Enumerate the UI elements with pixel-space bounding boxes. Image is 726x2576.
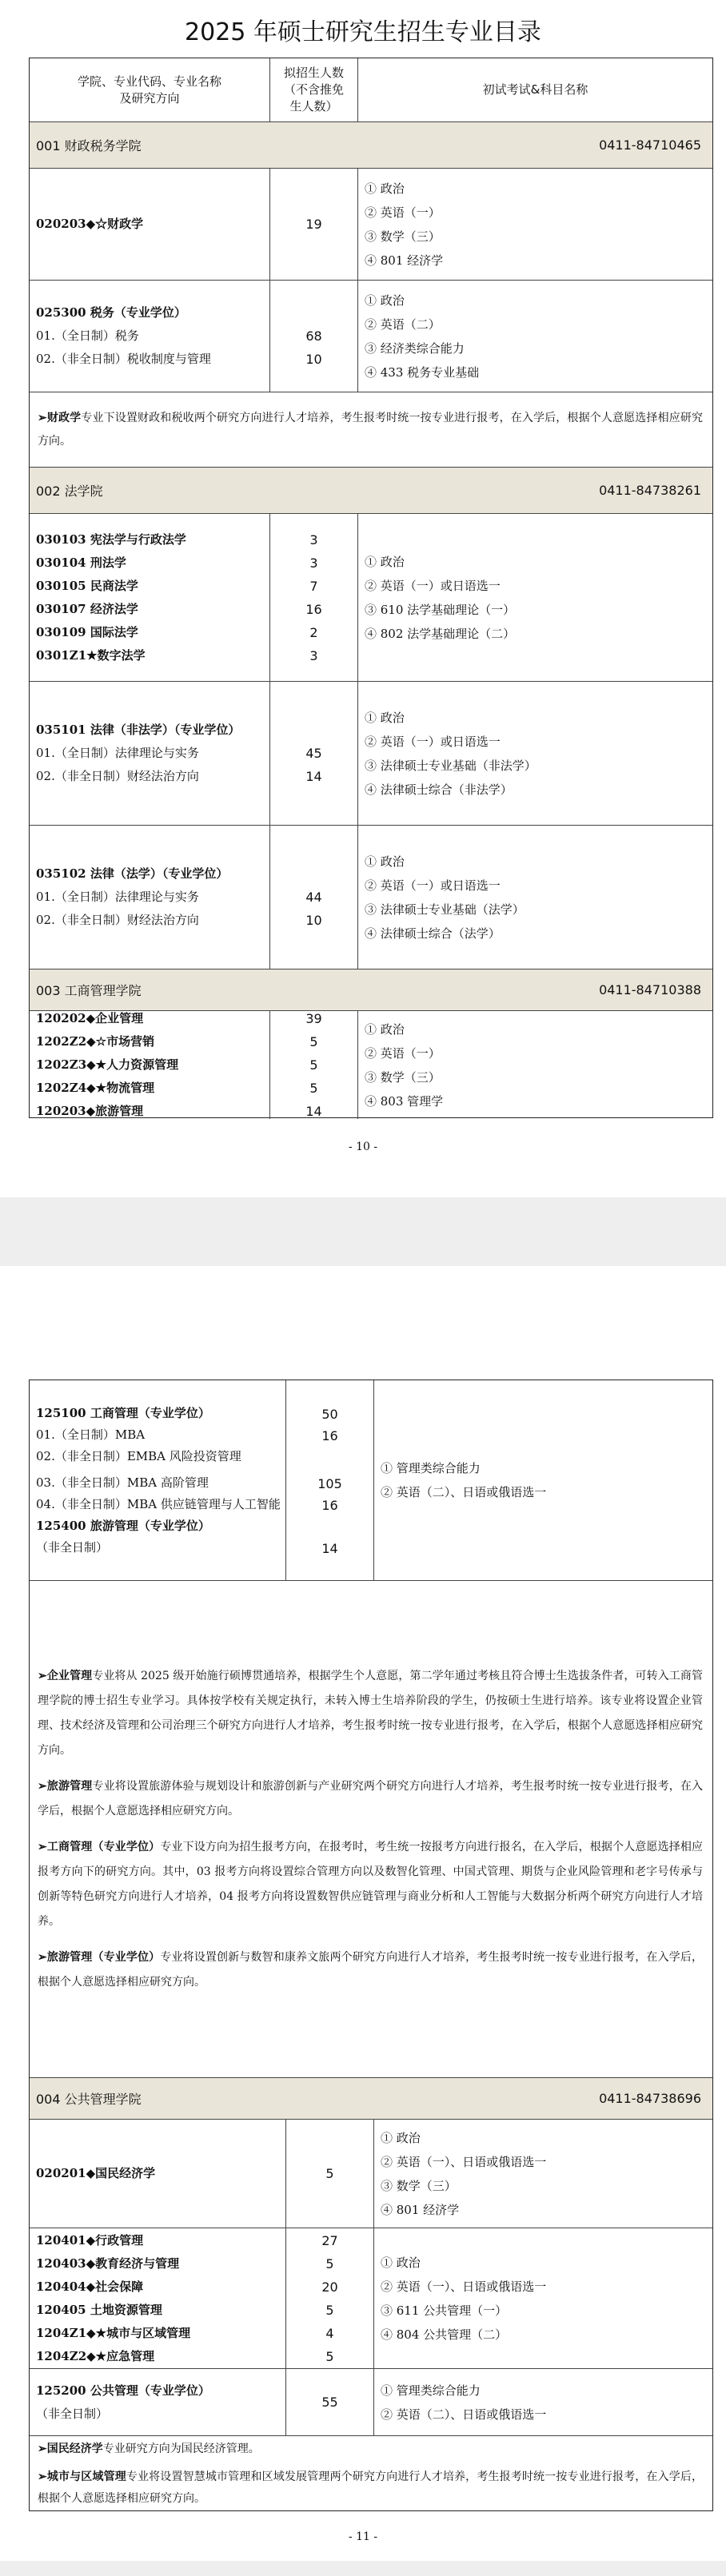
header-col-quota: 拟招生人数 （不含推免 生人数） [269,58,357,121]
note-text: 专业下设置财政和税收两个研究方向进行人才培养，考生报考时统一按专业进行报考，在入学后，根据个人意愿选择相应研究方向。 [38,411,704,448]
note-heading: ➢企业管理 [38,1669,93,1682]
direction: 02.（非全日制）税收制度与管理 [36,352,211,366]
exam-item: ① 政治 [365,710,405,725]
major-name: 0301Z1★数字法学 [36,647,146,663]
major-row-020201 [30,2119,712,2228]
note-text: 专业研究方向为国民经济管理。 [102,2443,260,2455]
quota-value: 20 [321,2279,338,2295]
exam-item: ③ 数学（三） [365,229,441,244]
page-number: - 11 - [348,2530,378,2543]
exam-item: ④ 801 经济学 [365,253,444,268]
exam-item: ① 政治 [365,554,405,569]
notes-row-business [30,1580,712,2077]
direction: 02.（非全日制）EMBA 风险投资管理 [36,1448,241,1463]
quota-value: 50 [321,1407,338,1422]
note-text: 专业将从 2025 级开始施行硕博贯通培养，根据学生个人意愿，第二学年通过考核且符合博士生选拔条件者，可转入工商管理学院的博士招生专业学习。具体按学校有关规定执行，未转入博士生培养阶段的学生，仍按硕士生进行培养。该专业将设置企业管理、技术经济及管理和公司治理三个研究方向进行人才培养，考生报考时统一按专业进行报考，在入学后，根据个人意愿选择相应研究方向。 [38,1669,703,1757]
major-name: 1202Z3◆★人力资源管理 [36,1057,179,1072]
exam-item: ③ 610 法学基础理论（一） [365,602,516,617]
major-name: 030109 国际法学 [36,624,138,639]
exam-item: ① 政治 [365,854,405,869]
major-name: 035101 法律（非法学）（专业学位） [36,723,241,737]
exam-item: ② 英语（一）、日语或俄语选一 [381,2154,547,2169]
page-separator [0,2561,726,2576]
exam-item: ④ 法律硕士综合（法学） [365,926,501,941]
note-text: 专业将设置创新与数智和康养文旅两个研究方向进行人才培养，考生报考时统一按专业进行报考，在入学后，根据个人意愿选择相应研究方向。 [38,1950,704,1989]
major-name: 030105 民商法学 [36,578,138,593]
exam-item: ② 英语（一） [365,1045,441,1061]
page-separator [0,1197,726,1266]
major-name: 1204Z1◆★城市与区域管理 [36,2325,191,2340]
quota-value: 5 [325,2255,334,2271]
direction: 02.（非全日制）财经法治方向 [36,913,199,927]
quota-value: 105 [317,1476,342,1491]
exam-item: ② 英语（一）或日语选一 [365,878,501,893]
exam-item: ③ 经济类综合能力 [365,340,465,356]
school-phone: 0411-84710465 [599,137,701,153]
major-row-125200 [30,2368,712,2435]
page-title: 2025 年硕士研究生招生专业目录 [185,18,541,46]
quota-value: 5 [309,1081,318,1096]
quota-value: 16 [321,1498,338,1513]
major-name: 120404◆社会保障 [36,2279,144,2294]
major-row-020203 [30,168,712,280]
exam-item: ④ 804 公共管理（二） [381,2327,508,2342]
note-heading: ➢旅游管理 [38,1779,93,1793]
major-name: 020201◆国民经济学 [36,2166,156,2180]
notes-row-public [30,2435,712,2512]
exam-item: ① 政治 [365,181,405,196]
note-heading: ➢工商管理（专业学位） [38,1840,161,1853]
quota-value: 5 [309,1057,318,1073]
exam-item: ② 英语（二）、日语或俄语选一 [381,2407,547,2422]
quota-value: 2 [309,624,318,640]
quota-value: 3 [309,647,318,663]
quota-value: 14 [321,1541,338,1556]
major-row-125100 [30,1380,712,1580]
quota-value: 14 [305,769,322,784]
major-row-law [30,513,712,681]
quota-value: 5 [309,1034,318,1049]
school-phone: 0411-84710388 [599,982,701,997]
quota-value: 44 [305,890,322,905]
direction: 02.（非全日制）财经法治方向 [36,769,199,783]
exam-item: ③ 数学（三） [365,1069,441,1085]
exam-item: ④ 803 管理学 [365,1093,444,1109]
major-name: 120405 土地资源管理 [36,2302,162,2317]
quota-value: 3 [309,532,318,547]
school-row-004 [30,2077,712,2119]
direction: 01.（全日制）MBA [36,1427,146,1442]
note-row-finance [30,392,712,467]
quota-value: 68 [305,328,322,344]
header-col-exams: 初试考试&科目名称 [357,58,712,121]
major-name: 030103 宪法学与行政法学 [36,532,186,547]
direction: 01.（全日制）法律理论与实务 [36,746,199,760]
quota-value: 5 [325,2302,334,2318]
major-name: 1202Z2◆☆市场营销 [36,1034,155,1049]
school-name: 003 工商管理学院 [36,983,142,998]
exam-item: ④ 433 税务专业基础 [365,364,480,380]
quota-value: 3 [309,555,318,571]
major-name: 120403◆教育经济与管理 [36,2255,180,2271]
direction: 01.（全日制）税务 [36,328,139,343]
major-row-public-admin [30,2228,712,2368]
major-name: 035102 法律（法学）（专业学位） [36,866,229,881]
catalog-table-page11 [29,1380,713,2511]
major-row-business [30,1010,712,1119]
major-row-025300 [30,280,712,392]
quota-value: 55 [321,2395,338,2410]
table-header [30,58,712,121]
direction: （非全日制） [36,1539,109,1555]
exam-item: ② 英语（一）或日语选一 [365,734,501,749]
quota-value: 16 [321,1428,338,1443]
quota-value: 27 [321,2232,338,2248]
major-name: 020203◆☆财政学 [36,217,144,231]
major-name: 1204Z2◆★应急管理 [36,2348,155,2363]
exam-item: ② 英语（二）、日语或俄语选一 [381,1485,547,1499]
exam-item: ④ 法律硕士综合（非法学） [365,782,513,797]
exam-item: ③ 法律硕士专业基础（非法学） [365,758,537,773]
school-phone: 0411-84738696 [599,2091,701,2106]
quota-value: 16 [305,601,322,617]
major-name: 125400 旅游管理（专业学位） [36,1518,210,1533]
exam-item: ② 英语（一） [365,205,441,220]
major-row-035102 [30,825,712,969]
major-name: 120202◆企业管理 [36,1011,144,1025]
major-name: 025300 税务（专业学位） [36,305,186,320]
exam-item: ① 管理类综合能力 [381,1461,481,1475]
school-name: 004 公共管理学院 [36,2092,142,2107]
note-text: 专业下设方向为招生报考方向，在报考时，考生统一按报考方向进行报名，在入学后，根据个人意愿选择相应报考方向下的研究方向。其中，03 报考方向将设置综合管理方向以及数智化管理、中国式管理、期货与企业风险管理和老字号传承与创新等特色研究方向进行人才培养，04 报考方向将设置数智供应链管理与商业分析和人工智能与大数据分析两个研究方向进行人才培养。 [38,1840,704,1928]
page-number: - 10 - [348,1141,378,1153]
exam-item: ④ 801 经济学 [381,2202,460,2217]
quota-value: 10 [305,913,322,928]
major-name: 030107 经济法学 [36,601,138,616]
exam-item: ③ 法律硕士专业基础（法学） [365,902,525,917]
exam-item: ① 政治 [381,2255,421,2270]
exam-item: ① 政治 [365,1021,405,1037]
note-heading: ➢财政学 [38,411,82,424]
note-heading: ➢国民经济学 [38,2443,103,2455]
exam-item: ③ 数学（三） [381,2178,457,2193]
major-name: 125100 工商管理（专业学位） [36,1405,210,1420]
exam-item: ③ 611 公共管理（一） [381,2303,508,2318]
exam-item: ② 英语（二） [365,317,441,332]
quota-value: 39 [305,1011,322,1026]
note-heading: ➢旅游管理（专业学位） [38,1950,161,1964]
school-row-002 [30,467,712,513]
direction: 01.（全日制）法律理论与实务 [36,890,199,904]
major-name: 120401◆行政管理 [36,2232,144,2248]
quota-value: 10 [305,352,322,367]
quota-value: 4 [325,2325,334,2341]
header-col-major: 学院、专业代码、专业名称 及研究方向 [77,74,221,106]
direction: （非全日制） [36,2406,109,2421]
note-text: 专业将设置旅游体验与规划设计和旅游创新与产业研究两个研究方向进行人才培养，考生报考时统一按专业进行报考，在入学后，根据个人意愿选择相应研究方向。 [38,1779,704,1818]
quota-value: 5 [325,2166,334,2181]
note-text: 专业将设置智慧城市管理和区域发展管理两个研究方向进行人才培养，考生报考时统一按专业进行报考，在入学后，根据个人意愿选择相应研究方向。 [38,2470,703,2505]
quota-value: 7 [309,578,318,594]
exam-item: ① 政治 [381,2130,421,2145]
school-row-001 [30,121,712,168]
major-name: 030104 刑法学 [36,555,126,570]
exam-item: ② 英语（一）或日语选一 [365,578,501,593]
major-name: 120203◆旅游管理 [36,1104,144,1118]
direction: 03.（非全日制）MBA 高阶管理 [36,1475,209,1490]
exam-item: ① 政治 [365,293,405,308]
school-row-003 [30,969,712,1010]
school-phone: 0411-84738261 [599,483,701,498]
major-name: 125200 公共管理（专业学位） [36,2383,210,2398]
exam-item: ② 英语（一）、日语或俄语选一 [381,2279,547,2294]
quota-value: 45 [305,746,322,761]
exam-item: ④ 802 法学基础理论（二） [365,626,516,641]
quota-value: 14 [305,1104,322,1119]
quota-value: 5 [325,2348,334,2364]
direction: 04.（非全日制）MBA 供应链管理与人工智能 [36,1496,281,1511]
note-heading: ➢城市与区域管理 [38,2470,126,2483]
quota-value: 19 [305,217,322,232]
major-row-035101 [30,681,712,825]
school-name: 002 法学院 [36,484,103,499]
major-name: 1202Z4◆★物流管理 [36,1081,155,1095]
exam-item: ① 管理类综合能力 [381,2383,481,2398]
catalog-table-page10 [29,58,713,1118]
school-name: 001 财政税务学院 [36,138,142,153]
